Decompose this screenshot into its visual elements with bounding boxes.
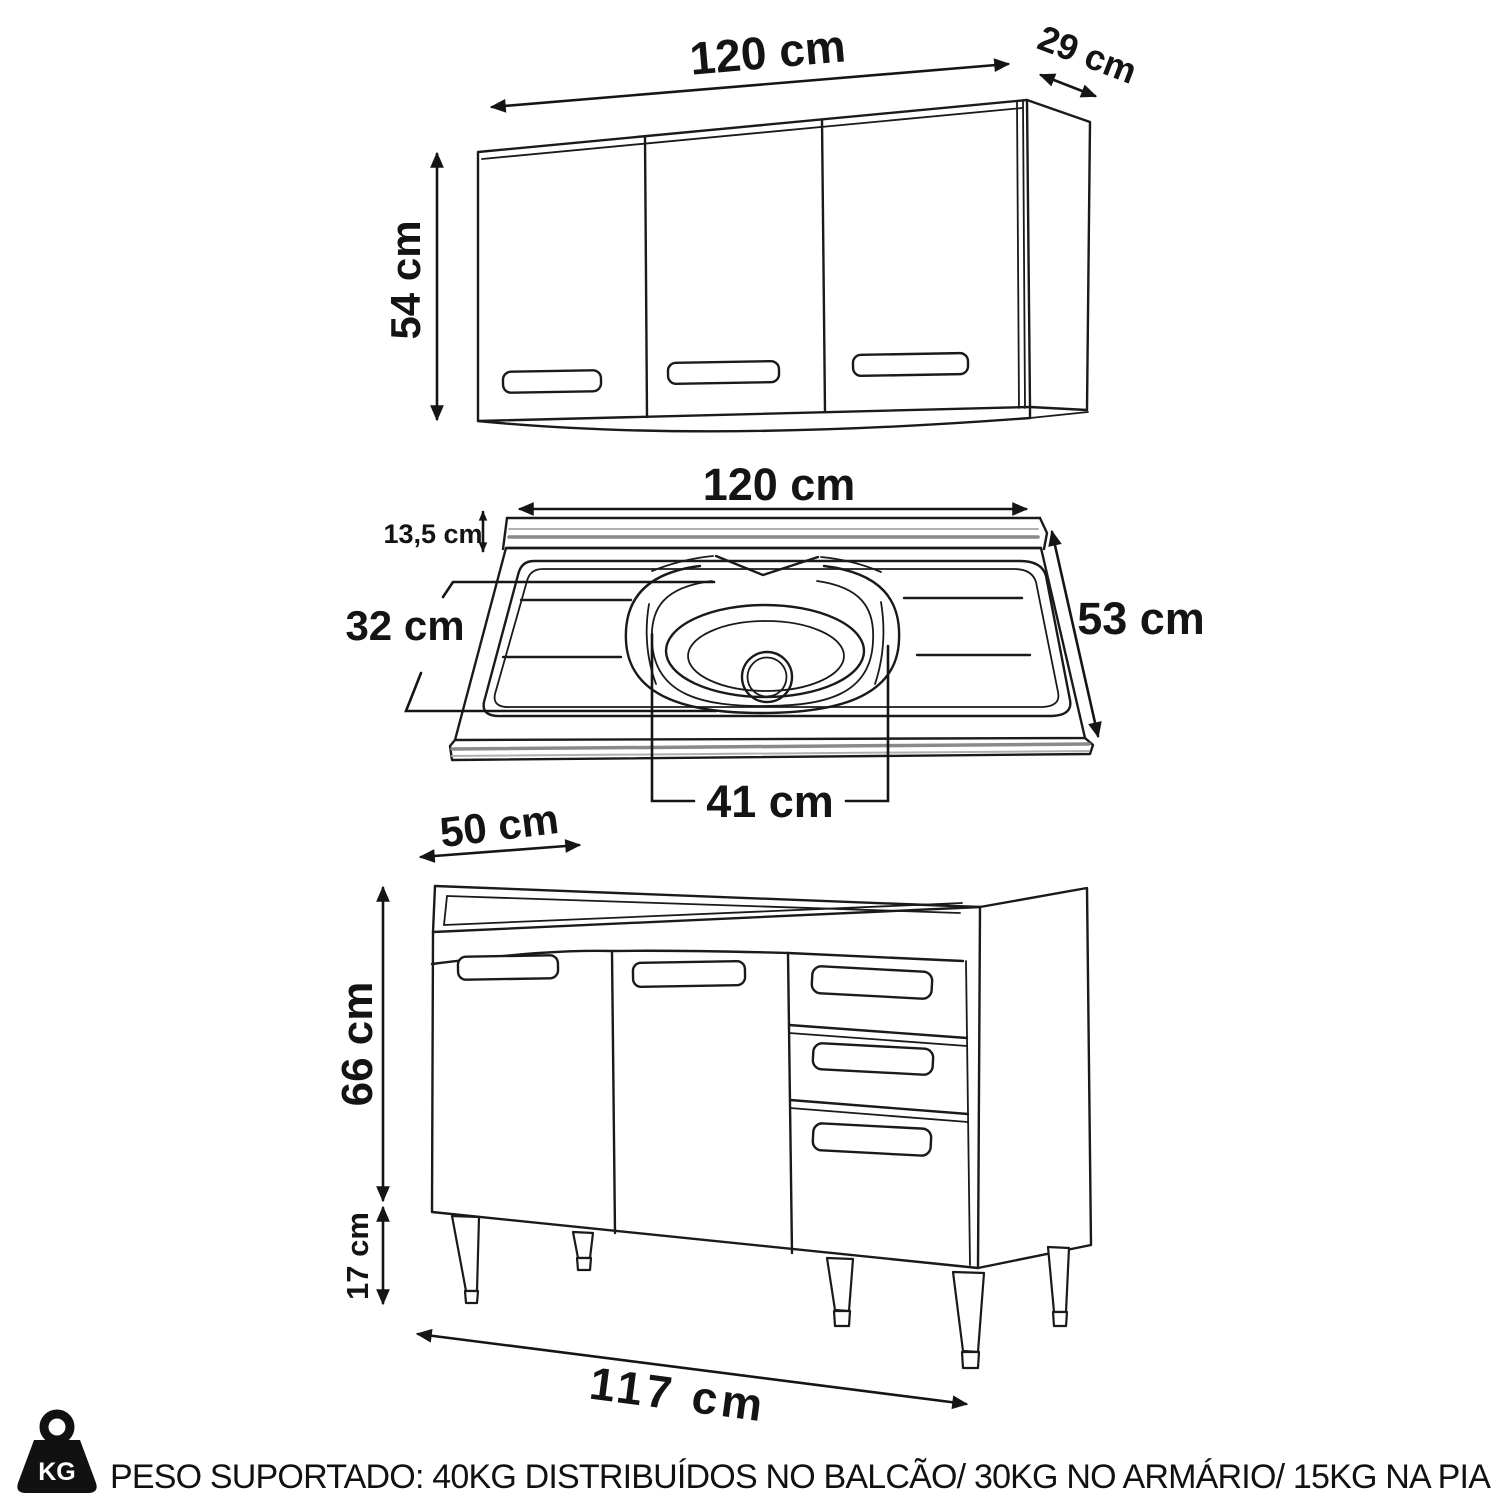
base-top-front-edge	[433, 907, 980, 932]
base-front-right-edge	[978, 907, 980, 1268]
weight-support-note: PESO SUPORTADO: 40KG DISTRIBUÍDOS NO BALCÃO/ 30KG NO ARMÁRIO/ 15KG NA PIA	[110, 1458, 1491, 1496]
leg-back-left-foot	[577, 1258, 591, 1270]
base-door-handle-2	[633, 961, 745, 987]
sink-bowl-width-label: 41 cm	[706, 776, 834, 827]
leg-back-right	[1048, 1247, 1069, 1312]
sink-bowl-depth-label: 32 cm	[345, 602, 465, 649]
base-top-left-edge	[433, 886, 435, 932]
leg-front-left	[452, 1216, 479, 1291]
base-drawer-top-edge	[788, 953, 963, 961]
base-door-handle-1	[458, 955, 558, 980]
base-drawer-handle-2	[812, 1043, 933, 1075]
wall-depth-label: 29 cm	[1032, 16, 1143, 92]
wall-width-label: 120 cm	[687, 19, 848, 85]
wall-cabinet-door-divider-2	[822, 120, 825, 412]
leg-back-left	[573, 1232, 593, 1258]
base-leg-height-label: 17 cm	[340, 1212, 375, 1300]
sink-backsplash-left-cap	[503, 518, 507, 549]
base-width-label: 117 cm	[586, 1356, 770, 1432]
leg-front-middle-foot	[834, 1311, 850, 1326]
base-drawer-handle-1	[811, 966, 932, 999]
sink-bowl-accent-right	[875, 602, 883, 684]
wall-cabinet-door-divider-1	[645, 137, 647, 417]
base-top-left-inner	[444, 896, 447, 925]
wall-depth-arrow	[1041, 75, 1095, 96]
base-cabinet-drawing	[333, 795, 1091, 1431]
wall-cabinet-top-inner-line	[482, 108, 1022, 159]
kg-weight-icon	[17, 1414, 96, 1493]
base-drawer-divider-2a	[790, 1100, 968, 1114]
sink-backsplash-right-cap	[1040, 518, 1047, 549]
wall-cabinet-edge-line-2	[1023, 101, 1025, 408]
sink-width-label: 120 cm	[702, 459, 856, 510]
sink-drain-outer	[742, 652, 792, 702]
base-depth-label: 50 cm	[437, 795, 562, 857]
kg-icon-label: KG	[38, 1458, 76, 1486]
sink-backsplash-label: 13,5 cm	[383, 519, 483, 549]
base-drawer-divider-2b	[790, 1108, 968, 1122]
leg-front-right	[953, 1272, 984, 1352]
leg-front-right-foot	[962, 1352, 979, 1368]
base-cabinet-legs	[452, 1216, 1069, 1368]
wall-cabinet-drawing	[382, 17, 1142, 431]
base-top-front-inner	[444, 903, 962, 925]
sink-front-strip-line-1	[452, 744, 1089, 749]
base-drawer-handle-3	[812, 1123, 931, 1156]
wall-height-label: 54 cm	[382, 220, 429, 340]
sink-drawing	[345, 459, 1204, 827]
wall-cabinet-edge-line-1	[1017, 102, 1019, 408]
base-drawer-left-edge	[788, 953, 792, 1253]
wall-door-handle-2	[668, 361, 779, 384]
sink-overflow-notch	[716, 556, 818, 575]
sink-bowl-oval-inner	[688, 621, 844, 691]
wall-cabinet-bottom-side-edge	[1030, 412, 1088, 418]
base-side-panel	[978, 888, 1091, 1268]
sink-bowl-depth-leader-top	[443, 582, 714, 597]
sink-inner-rim-inner	[495, 569, 1059, 707]
wall-door-handle-1	[503, 370, 601, 393]
leg-back-right-foot	[1053, 1312, 1067, 1326]
leg-front-middle	[827, 1258, 853, 1311]
wall-door-handle-3	[853, 353, 968, 376]
sink-bowl-depth-leader-bottom	[406, 673, 716, 711]
kg-icon-handle	[44, 1414, 70, 1440]
base-height-label: 66 cm	[333, 981, 382, 1107]
base-drawer-divider-1a	[789, 1025, 967, 1038]
leg-front-left-foot	[465, 1291, 478, 1303]
base-door-divider	[612, 952, 615, 1233]
sink-depth-label: 53 cm	[1077, 593, 1205, 644]
wall-cabinet-side-panel	[1027, 100, 1090, 410]
